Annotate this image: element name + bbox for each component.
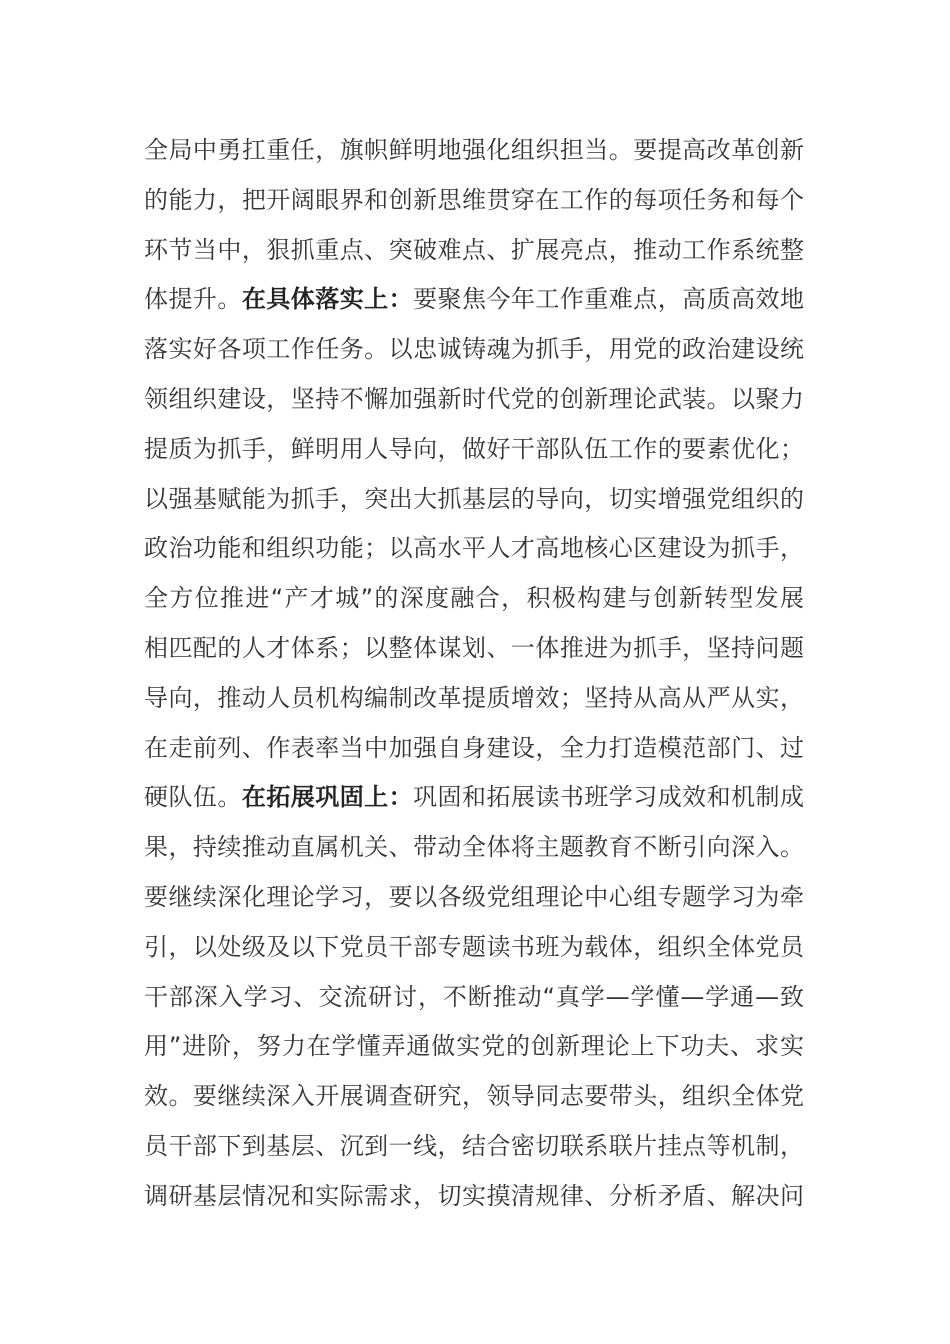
text-segment: 全方位推进“产才城”的深度融合，积极构建与创新转型发展	[144, 584, 804, 613]
body-paragraph	[144, 126, 804, 1222]
text-segment: 要继续深化理论学习，要以各级党组理论中心组专题学习为牵	[144, 882, 804, 911]
text-line	[144, 674, 804, 724]
text-segment: 提质为抓手，鲜明用人导向，做好干部队伍工作的要素优化；	[144, 434, 804, 463]
text-line	[144, 1122, 804, 1172]
text-line	[144, 1072, 804, 1122]
text-line	[144, 773, 804, 823]
text-line	[144, 624, 804, 674]
text-line	[144, 574, 804, 624]
text-line	[144, 1172, 804, 1222]
text-segment: 以强基赋能为抓手，突出大抓基层的导向，切实增强党组织的	[144, 484, 804, 513]
text-segment: 果，持续推动直属机关、带动全体将主题教育不断引向深入。	[144, 833, 804, 862]
text-line	[144, 823, 804, 873]
text-line	[144, 425, 804, 475]
text-segment: 在走前列、作表率当中加强自身建设，全力打造模范部门、过	[144, 733, 804, 762]
text-segment: 员干部下到基层、沉到一线，结合密切联系联片挂点等机制，	[144, 1131, 804, 1160]
text-segment: 效。要继续深入开展调查研究，领导同志要带头，组织全体党	[144, 1082, 804, 1111]
text-segment: 巩固和拓展读书班学习成效和机制成	[413, 783, 804, 812]
text-segment: 引，以处级及以下党员干部专题读书班为载体，组织全体党员	[144, 932, 804, 961]
text-segment: 干部深入学习、交流研讨，不断推动“真学—学懂—学通—致	[144, 982, 804, 1011]
text-line	[144, 176, 804, 226]
text-segment: 调研基层情况和实际需求，切实摸清规律、分析矛盾、解决问	[144, 1181, 804, 1210]
text-segment: 领组织建设，坚持不懈加强新时代党的创新理论武装。以聚力	[144, 384, 804, 413]
text-segment: 的能力，把开阔眼界和创新思维贯穿在工作的每项任务和每个	[144, 185, 804, 214]
text-line	[144, 724, 804, 774]
text-line	[144, 1022, 804, 1072]
text-line	[144, 973, 804, 1023]
text-line	[144, 275, 804, 325]
text-segment: 要聚焦今年工作重难点，高质高效地	[413, 285, 804, 314]
text-segment: 环节当中，狠抓重点、突破难点、扩展亮点，推动工作系统整	[144, 235, 804, 264]
text-line	[144, 126, 804, 176]
text-segment: 硬队伍。	[144, 783, 242, 812]
text-line	[144, 923, 804, 973]
text-segment: 体提升。	[144, 285, 242, 314]
section-lead-in: 在拓展巩固上：	[241, 783, 414, 812]
text-segment: 导向，推动人员机构编制改革提质增效；坚持从高从严从实，	[144, 683, 804, 712]
text-line	[144, 375, 804, 425]
text-line	[144, 524, 804, 574]
text-line	[144, 325, 804, 375]
text-line	[144, 475, 804, 525]
section-lead-in: 在具体落实上：	[241, 285, 414, 314]
text-segment: 落实好各项工作任务。以忠诚铸魂为抓手，用党的政治建设统	[144, 335, 804, 364]
text-segment: 全局中勇扛重任，旗帜鲜明地强化组织担当。要提高改革创新	[144, 136, 804, 164]
text-line	[144, 226, 804, 276]
text-segment: 政治功能和组织功能；以高水平人才高地核心区建设为抓手，	[144, 534, 804, 563]
text-line	[144, 873, 804, 923]
text-segment: 用”进阶，努力在学懂弄通做实党的创新理论上下功夫、求实	[144, 1032, 804, 1061]
text-segment: 相匹配的人才体系；以整体谋划、一体推进为抓手，坚持问题	[144, 633, 804, 662]
